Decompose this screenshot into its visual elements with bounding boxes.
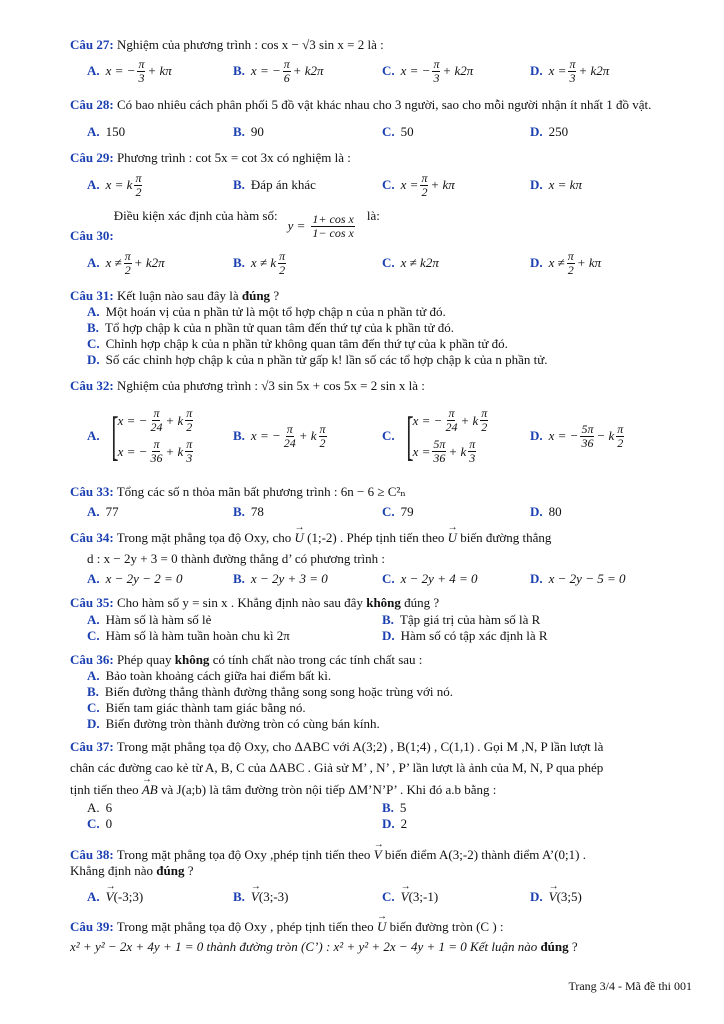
option-c[interactable]: C. 50: [382, 124, 414, 139]
option-c[interactable]: C. x ≠ k2π: [382, 255, 439, 270]
question-28-options: [87, 123, 707, 141]
question-30-options: [87, 248, 707, 278]
option-d[interactable]: D. Hàm số có tập xác định là R: [382, 628, 548, 643]
option-c[interactable]: C. Hàm số là hàm tuần hoàn chu kì 2π: [87, 628, 290, 643]
question-29-options: [87, 170, 707, 200]
question-37: Câu 37: Trong mặt phẳng tọa độ Oxy, cho ΔABC với A(3;2) , B(1;4) , C(1,1) . Gọi M ,N, P lần lượt là: [70, 739, 604, 754]
question-38-options: [87, 887, 707, 907]
option-a[interactable]: A. [ x = − $\frac{\pi}{24}$ + k $\frac{\pi}{2}$ x = − $\frac{\pi}{36}$ + k $\frac{\pi}{3}$: [87, 406, 193, 466]
option-d[interactable]: D. → V (3;5): [530, 887, 582, 907]
option-b[interactable]: B. x = − $\frac{\pi}{24}$ + k $\frac{\pi}{2}$: [233, 421, 326, 450]
question-27: Câu 27: Nghiệm của phương trình : cos x − √3 sin x = 2 là :: [70, 37, 384, 52]
option-b[interactable]: B. x ≠ k $\frac{\pi}{2}$: [233, 248, 286, 277]
option-b[interactable]: B. 90: [233, 124, 264, 139]
option-c[interactable]: C. → V (3;-1): [382, 887, 438, 907]
option-a[interactable]: A. Bảo toàn khoảng cách giữa hai điểm bất kì.: [87, 668, 332, 683]
option-a[interactable]: A. Một hoán vị của n phần tử là một tổ hợp chập n của n phần tử đó.: [87, 304, 446, 319]
option-c[interactable]: C. x = − $\frac{\pi}{3}$ + k2π: [382, 56, 474, 85]
option-a[interactable]: A. → V (-3;3): [87, 887, 143, 907]
option-c[interactable]: C. 0: [87, 816, 113, 831]
option-b[interactable]: B. x = − $\frac{\pi}{6}$ + k2π: [233, 56, 324, 85]
option-b[interactable]: B. 5: [382, 800, 407, 815]
option-d[interactable]: D. 80: [530, 504, 562, 519]
option-b[interactable]: B. Tập giá trị của hàm số là R: [382, 612, 541, 627]
question-28: Câu 28: Có bao nhiêu cách phân phối 5 đồ vật khác nhau cho 3 người, sao cho mỗi người nhận ít nhất 1 đồ vật.: [70, 97, 652, 112]
question-29: Câu 29: Phương trình : cot 5x = cot 3x có nghiệm là :: [70, 150, 351, 165]
option-d[interactable]: D. Số các chỉnh hợp chập k của n phần tử gấp k! lần số các tổ hợp chập k của n phần tử.: [87, 352, 548, 367]
question-36: Câu 36: Phép quay không có tính chất nào trong các tính chất sau :: [70, 652, 423, 667]
option-b[interactable]: B. Biến đường thẳng thành đường thẳng song song hoặc trùng với nó.: [87, 684, 454, 699]
question-34-line2: d : x − 2y + 3 = 0 thành đường thẳng d’ có phương trình :: [87, 551, 386, 566]
option-d[interactable]: D. x ≠ $\frac{\pi}{2}$ + kπ: [530, 248, 602, 277]
option-b[interactable]: B. Tổ hợp chập k của n phần tử quan tâm đến thứ tự của k phần tử đó.: [87, 320, 455, 335]
option-a[interactable]: A. x = − $\frac{\pi}{3}$ + kπ: [87, 56, 172, 85]
vector-v: → V: [251, 889, 259, 905]
question-30: Câu 30: Điều kiện xác định của hàm số: y = $\frac{\text{1+ cos x}}{\text{1− cos x}}$ là:: [70, 208, 380, 243]
option-c[interactable]: C. 79: [382, 504, 414, 519]
option-a[interactable]: A. 6: [87, 800, 113, 815]
option-c[interactable]: C. [ x = − $\frac{\pi}{24}$ + k $\frac{\pi}{2}$ x = $\frac{5\pi}{36}$ + k $\frac{\pi}{3}$: [382, 406, 488, 466]
option-c[interactable]: C. Biến tam giác thành tam giác bằng nó.: [87, 700, 306, 715]
question-37-line2: chân các đường cao kẻ từ A, B, C của ΔABC . Giả sử M’ , N’ , P’ lần lượt là ảnh của M, N, P qua phép: [70, 760, 604, 775]
question-32-options: [87, 398, 707, 474]
option-d[interactable]: D. x = $\frac{\pi}{3}$ + k2π: [530, 56, 610, 85]
question-39-line2: x² + y² − 2x + 4y + 1 = 0 thành đường tròn (C’) : x² + y² + 2x − 4y + 1 = 0 Kết luận nào đúng ?: [70, 939, 578, 954]
option-b[interactable]: B. x − 2y + 3 = 0: [233, 571, 328, 586]
option-b[interactable]: B. Đáp án khác: [233, 177, 316, 192]
option-d[interactable]: D. 2: [382, 816, 408, 831]
page-footer: Trang 3/4 - Mã đề thi 001: [568, 979, 692, 993]
option-a[interactable]: A. 77: [87, 504, 119, 519]
option-c[interactable]: C. Chỉnh hợp chập k của n phần tử không quan tâm đến thứ tự của k phần tử đó.: [87, 336, 508, 351]
question-33-options: [87, 503, 707, 521]
question-39: Câu 39: Trong mặt phẳng tọa độ Oxy , phép tịnh tiến theo → U biến đường tròn (C ) :: [70, 919, 694, 935]
option-b[interactable]: B. 78: [233, 504, 264, 519]
vector-v: → V: [549, 889, 557, 905]
option-c[interactable]: C. x = $\frac{\pi}{2}$ + kπ: [382, 170, 455, 199]
question-38: Câu 38: Trong mặt phẳng tọa độ Oxy ,phép tịnh tiến theo → V biến điểm A(3;-2) thành điểm A’(0;1) .: [70, 847, 694, 863]
question-35: Câu 35: Cho hàm số y = sin x . Khẳng định nào sau đây không đúng ?: [70, 595, 440, 610]
question-34: Câu 34: Trong mặt phẳng tọa độ Oxy, cho → U (1;-2) . Phép tịnh tiến theo → U biến đường thẳng: [70, 530, 694, 546]
question-33: Câu 33: Tổng các số n thỏa mãn bất phương trình : 6n − 6 ≥ C²ₙ: [70, 484, 406, 499]
question-37-line3: tịnh tiến theo → AB và J(a;b) là tâm đường tròn nội tiếp ΔM’N’P’ . Khi đó a.b bằng :: [70, 782, 694, 798]
vector-v: → V: [401, 889, 409, 905]
option-d[interactable]: D. x − 2y − 5 = 0: [530, 571, 626, 586]
question-27-options: [87, 56, 707, 86]
option-a[interactable]: A. 150: [87, 124, 126, 139]
option-b[interactable]: B. → V (3;-3): [233, 887, 288, 907]
option-d[interactable]: D. Biến đường tròn thành đường tròn có cùng bán kính.: [87, 716, 380, 731]
option-a[interactable]: A. Hàm số là hàm số lẻ: [87, 612, 212, 627]
vector-v: → V: [106, 889, 114, 905]
question-32: Câu 32: Nghiệm của phương trình : √3 sin 5x + cos 5x = 2 sin x là :: [70, 378, 425, 393]
option-a[interactable]: A. x ≠ $\frac{\pi}{2}$ + k2π: [87, 248, 165, 277]
option-a[interactable]: A. x = k $\frac{\pi}{2}$: [87, 170, 142, 199]
option-d[interactable]: D. 250: [530, 124, 569, 139]
option-d[interactable]: D. x = − $\frac{5\pi}{36}$ − k $\frac{\pi}{2}$: [530, 421, 624, 450]
option-c[interactable]: C. x − 2y + 4 = 0: [382, 571, 478, 586]
question-34-options: [87, 570, 707, 588]
option-a[interactable]: A. x − 2y − 2 = 0: [87, 571, 183, 586]
option-d[interactable]: D. x = kπ: [530, 177, 582, 192]
question-38-line2: Khẳng định nào đúng ?: [70, 863, 194, 878]
question-31: Câu 31: Kết luận nào sau đây là đúng ?: [70, 288, 280, 303]
